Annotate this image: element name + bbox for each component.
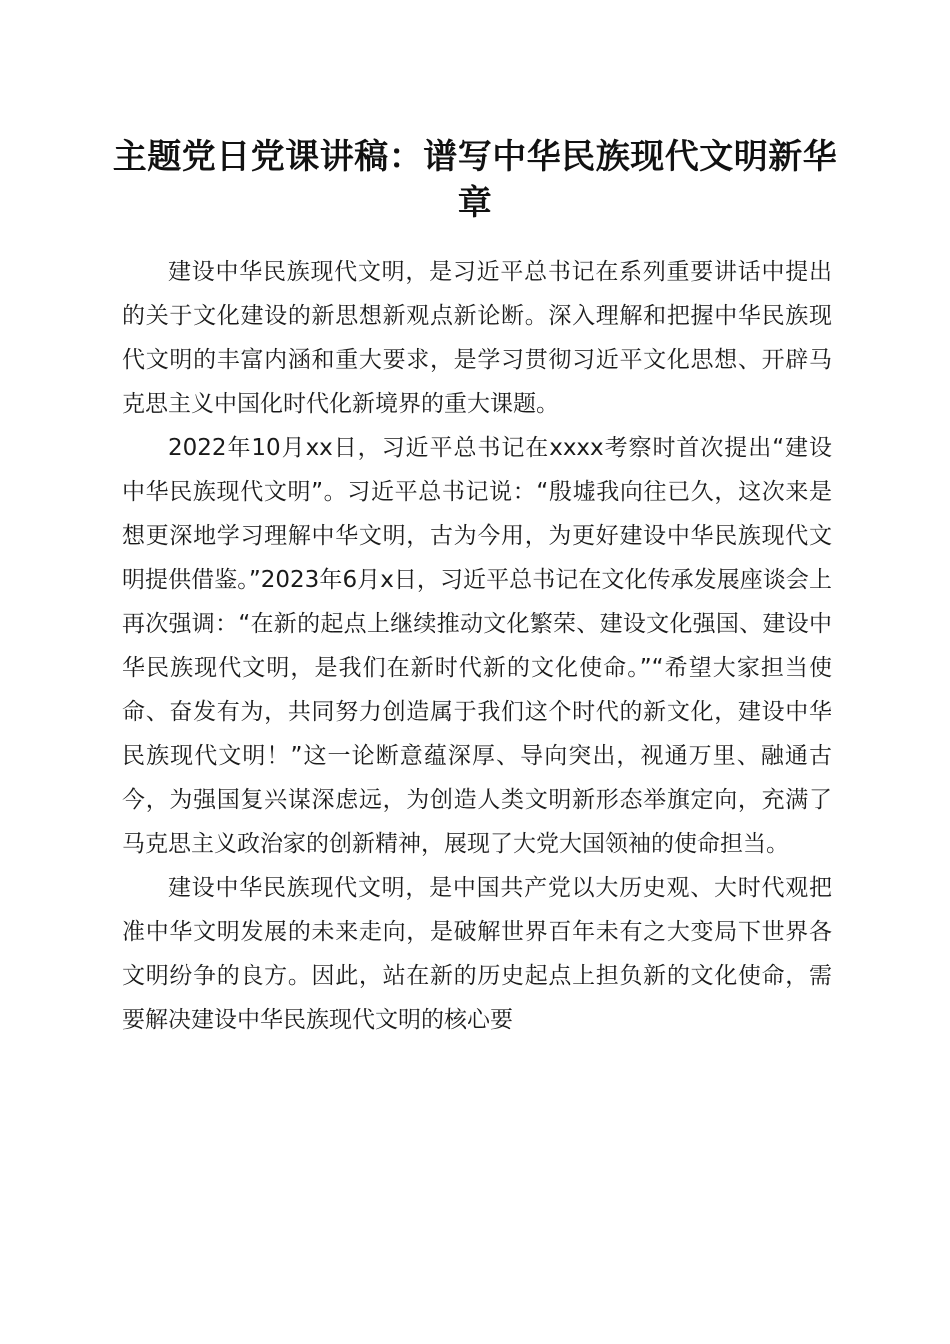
paragraph-1: 建设中华民族现代文明，是习近平总书记在系列重要讲话中提出的关于文化建设的新思想新观点新论断。深入理解和把握中华民族现代文明的丰富内涵和重大要求，是学习贯彻习近平文化思想、开辟马克思主义中国化时代化新境界的重大课题。 <box>122 259 832 417</box>
document-title: 主题党日党课讲稿：谱写中华民族现代文明新华章 <box>112 137 838 223</box>
document-body <box>122 250 832 1042</box>
paragraph-2: 2022年10月xx日，习近平总书记在xxxx考察时首次提出“建设中华民族现代文明”。习近平总书记说：“殷墟我向往已久，这次来是想更深地学习理解中华文明，古为今用，为更好建设中华民族现代文明提供借鉴。”2023年6月x日，习近平总书记在文化传承发展座谈会上再次强调：“在新的起点上继续推动文化繁荣、建设文化强国、建设中华民族现代文明，是我们在新时代新的文化使命。”“希望大家担当使命、奋发有为，共同努力创造属于我们这个时代的新文化，建设中华民族现代文明！”这一论断意蕴深厚、导向突出，视通万里、融通古今，为强国复兴谋深虑远，为创造人类文明新形态举旗定向，充满了马克思主义政治家的创新精神，展现了大党大国领袖的使命担当。 <box>122 435 832 857</box>
paragraph-3: 建设中华民族现代文明，是中国共产党以大历史观、大时代观把准中华文明发展的未来走向，是破解世界百年未有之大变局下世界各文明纷争的良方。因此，站在新的历史起点上担负新的文化使命，需要解决建设中华民族现代文明的核心要 <box>122 875 832 1033</box>
